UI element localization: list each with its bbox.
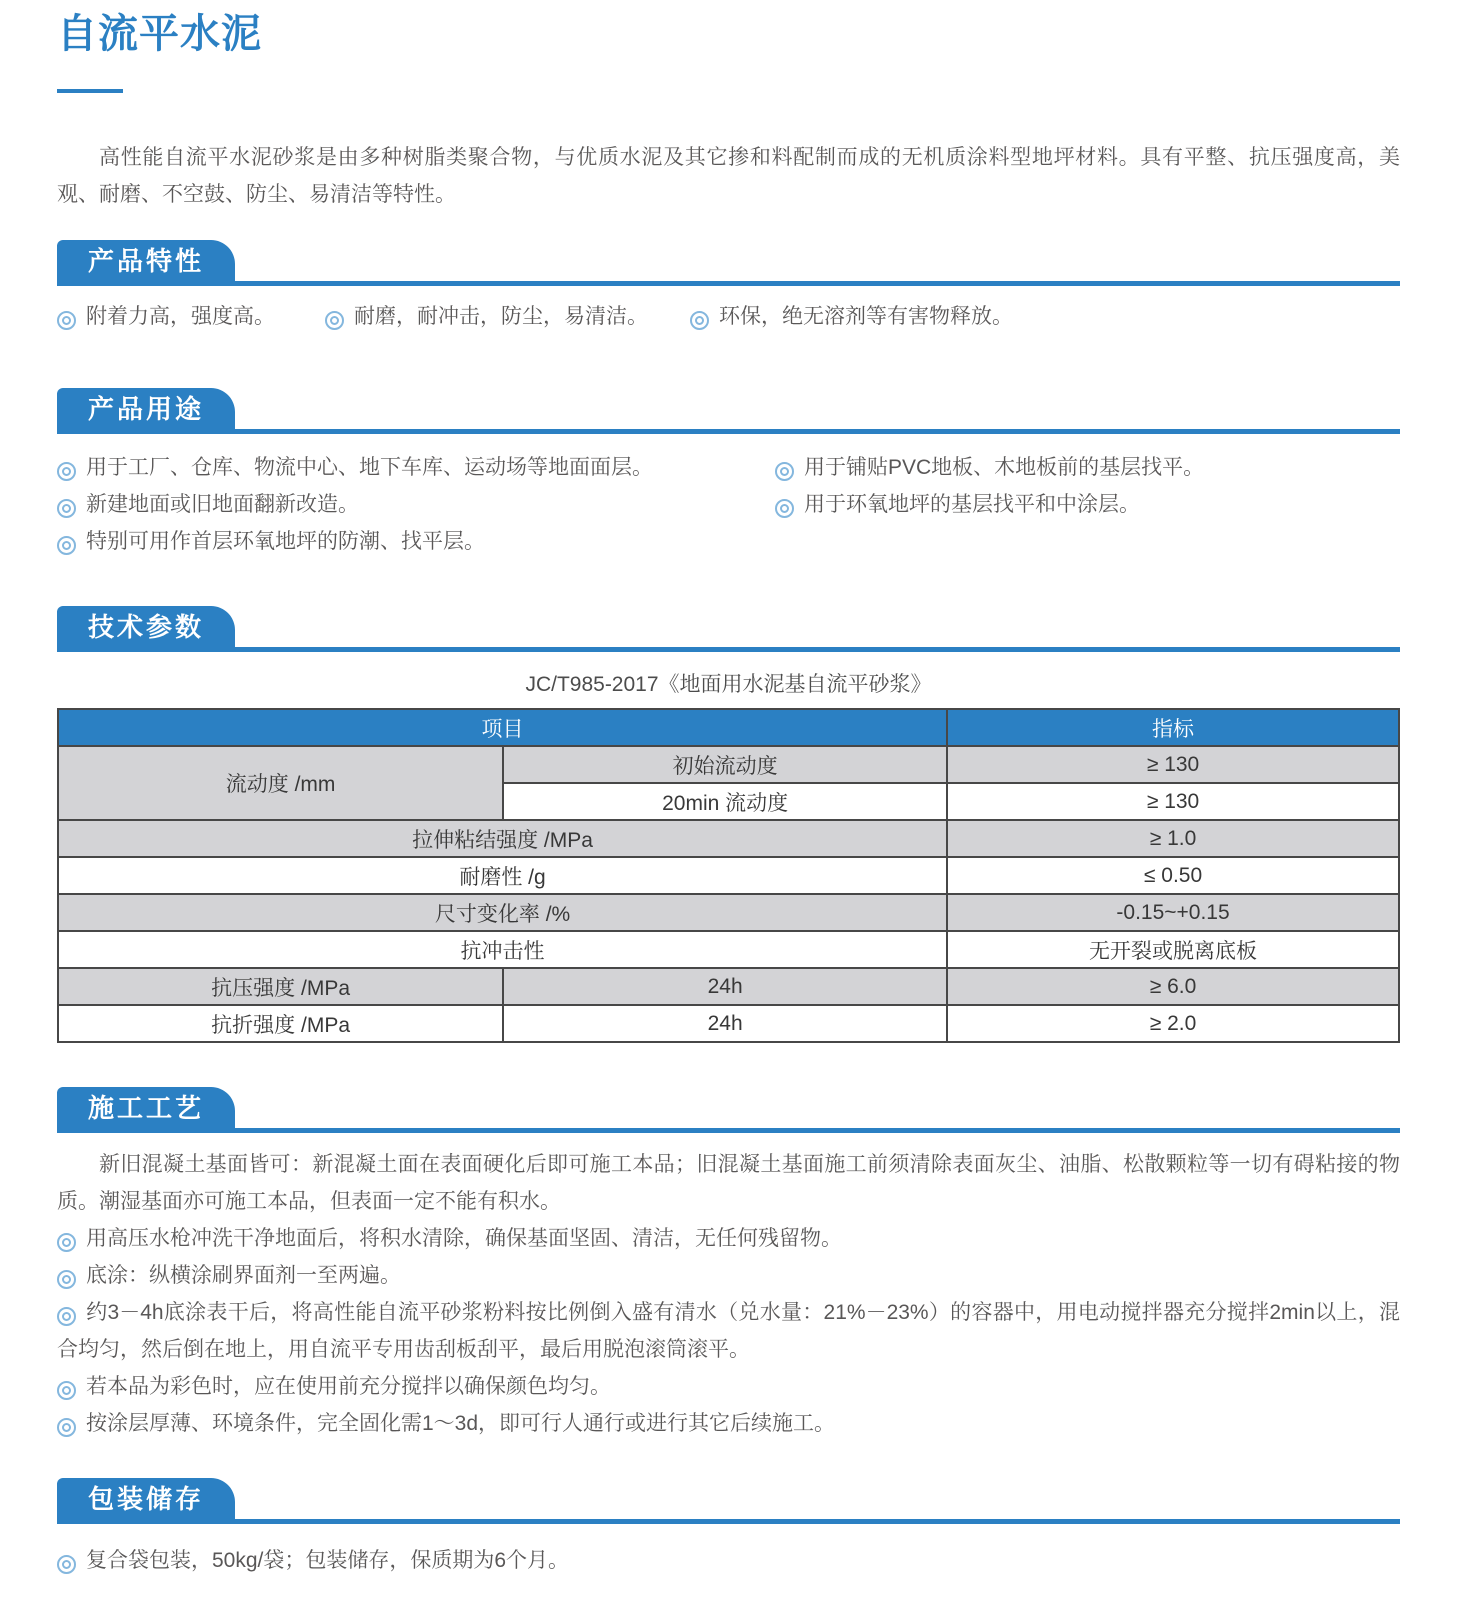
bullseye-icon [57,462,76,481]
bullseye-icon [57,311,76,330]
list-item [57,449,775,486]
title-underline [57,89,123,93]
bullseye-inner-ring [62,1238,71,1247]
list-item-text: 环保，绝无溶剂等有害物释放。 [719,305,1013,328]
list-item-text: 新建地面或旧地面翻新改造。 [86,493,359,516]
table-row [58,820,1399,857]
table-header-item: 项目 [58,709,947,746]
bullseye-inner-ring [62,467,71,476]
bullseye-inner-ring [62,1312,71,1321]
list-item-text: 复合袋包装，50kg/袋；包装储存，保质期为6个月。 [86,1549,570,1572]
section-process [57,1087,1400,1442]
table-cell: 初始流动度 [503,746,947,783]
list-item-text: 用于铺贴PVC地板、木地板前的基层找平。 [804,456,1205,479]
section-heading-label: 包装储存 [87,1483,204,1514]
features-list [57,298,1400,335]
section-header [57,240,1400,286]
section-heading-label: 技术参数 [87,611,204,642]
packaging-list [57,1542,1400,1579]
list-item [57,523,775,560]
bullseye-icon [57,1381,76,1400]
bullseye-inner-ring [62,541,71,550]
section-heading-tab [57,388,235,429]
list-item-text: 按涂层厚薄、环境条件，完全固化需1～3d，即可行人通行或进行其它后续施工。 [86,1412,836,1435]
list-item-text: 用于工厂、仓库、物流中心、地下车库、运动场等地面面层。 [86,456,653,479]
table-standard-title: JC/T985-2017《地面用水泥基自流平砂浆》 [525,673,932,696]
section-header [57,388,1400,434]
intro-paragraph: 高性能自流平水泥砂浆是由多种树脂类聚合物，与优质水泥及其它掺和料配制而成的无机质涂料型地坪材料。具有平整、抗压强度高，美观、耐磨、不空鼓、防尘、易清洁等特性。 [57,146,1400,206]
uses-list [57,449,1400,560]
process-intro-paragraph: 新旧混凝土基面皆可：新混凝土面在表面硬化后即可施工本品；旧混凝土基面施工前须清除表面灰尘、油脂、松散颗粒等一切有碍粘接的物质。潮湿基面亦可施工本品，但表面一定不能有积水。 [57,1153,1400,1213]
bullseye-inner-ring [780,504,789,513]
table-cell: 24h [503,968,947,1005]
table-row [58,968,1399,1005]
table-cell: ≥ 1.0 [947,820,1399,857]
bullseye-icon [57,499,76,518]
list-item [325,298,690,335]
table-cell: 抗折强度 /MPa [58,1005,503,1042]
table-cell: ≤ 0.50 [947,857,1399,894]
list-item-text: 耐磨，耐冲击，防尘，易清洁。 [354,305,648,328]
bullseye-icon [325,311,344,330]
table-cell: ≥ 2.0 [947,1005,1399,1042]
list-item [57,298,325,335]
table-cell: 24h [503,1005,947,1042]
list-item [57,1368,1400,1405]
list-item [775,486,1400,523]
section-features [57,240,1400,335]
uses-list-left-column [57,449,775,560]
list-item [775,449,1400,486]
table-header-index: 指标 [947,709,1399,746]
section-uses [57,388,1400,560]
bullseye-icon [57,1555,76,1574]
table-cell: 耐磨性 /g [58,857,947,894]
list-item-text: 用于环氧地坪的基层找平和中涂层。 [804,493,1140,516]
table-row [58,931,1399,968]
list-item [57,1405,1400,1442]
section-heading-tab [57,240,235,281]
table-cell: ≥ 130 [947,783,1399,820]
list-item-text: 用高压水枪冲洗干净地面后，将积水清除，确保基面坚固、清洁，无任何残留物。 [86,1227,842,1250]
list-item [57,1257,1400,1294]
process-steps-list [57,1220,1400,1442]
section-heading-tab [57,1087,235,1128]
bullseye-icon [57,1270,76,1289]
table-cell: ≥ 6.0 [947,968,1399,1005]
bullseye-inner-ring [780,467,789,476]
section-header [57,1478,1400,1524]
section-heading-label: 产品用途 [87,393,204,424]
list-item-text: 若本品为彩色时，应在使用前充分搅拌以确保颜色均匀。 [86,1375,611,1398]
bullseye-icon [690,311,709,330]
list-item-text: 特别可用作首层环氧地坪的防潮、找平层。 [86,530,485,553]
bullseye-inner-ring [62,1560,71,1569]
table-row [58,894,1399,931]
section-header [57,606,1400,652]
section-heading-label: 产品特性 [87,245,204,276]
table-cell: -0.15~+0.15 [947,894,1399,931]
bullseye-icon [775,462,794,481]
bullseye-inner-ring [695,316,704,325]
bullseye-icon [775,499,794,518]
bullseye-inner-ring [62,504,71,513]
table-cell: 拉伸粘结强度 /MPa [58,820,947,857]
bullseye-inner-ring [62,316,71,325]
table-row [58,746,1399,783]
table-cell: 抗压强度 /MPa [58,968,503,1005]
table-cell: 尺寸变化率 /% [58,894,947,931]
list-item-text: 附着力高，强度高。 [86,305,275,328]
list-item [57,1542,1400,1579]
table-cell: ≥ 130 [947,746,1399,783]
table-cell: 20min 流动度 [503,783,947,820]
section-heading-tab [57,1478,235,1519]
uses-list-right-column [775,449,1400,560]
list-item [57,1294,1400,1368]
bullseye-icon [57,1307,76,1326]
section-heading-tab [57,606,235,647]
section-heading-label: 施工工艺 [87,1092,204,1123]
page-title: 自流平水泥 [57,12,262,56]
list-item-text: 约3－4h底涂表干后，将高性能自流平砂浆粉料按比例倒入盛有清水（兑水量：21%－23%）的容器中，用电动搅拌器充分搅拌2min以上，混合均匀，然后倒在地上，用自流平专用齿刮板刮平，最后用脱泡滚筒滚平。 [57,1301,1400,1361]
list-item [57,486,775,523]
list-item [57,1220,1400,1257]
table-cell: 抗冲击性 [58,931,947,968]
bullseye-icon [57,536,76,555]
section-packaging [57,1478,1400,1579]
table-row [58,857,1399,894]
section-tech-params [57,606,1400,1043]
bullseye-icon [57,1418,76,1437]
table-row [58,1005,1399,1042]
bullseye-icon [57,1233,76,1252]
bullseye-inner-ring [62,1423,71,1432]
bullseye-inner-ring [62,1275,71,1284]
table-cell: 无开裂或脱离底板 [947,931,1399,968]
tech-params-table [57,708,1400,1043]
table-cell: 流动度 /mm [58,746,503,820]
list-item-text: 底涂：纵横涂刷界面剂一至两遍。 [86,1264,401,1287]
bullseye-inner-ring [62,1386,71,1395]
section-header [57,1087,1400,1133]
list-item [690,298,1400,335]
table-header-row [58,709,1399,746]
bullseye-inner-ring [330,316,339,325]
